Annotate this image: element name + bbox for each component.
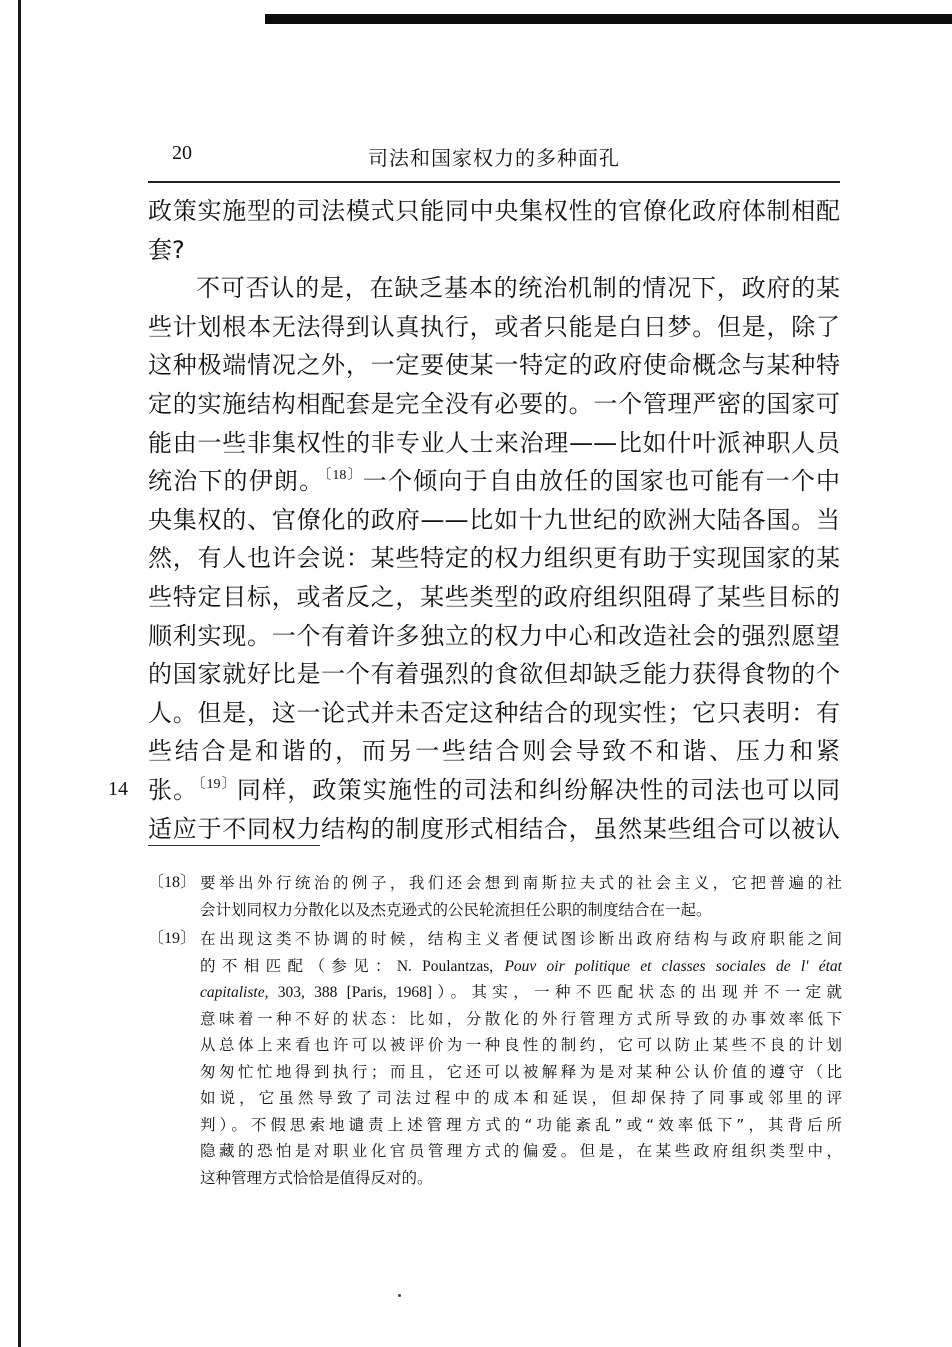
body-line: 些特定目标，或者反之，某些类型的政府组织阻碍了某些目标的 (148, 582, 840, 611)
margin-page-number: 14 (108, 778, 128, 800)
body-line: 然，有人也许会说：某些特定的权力组织更有助于实现国家的某 (148, 544, 840, 573)
footnote-line: 从总体上来看也许可以被评价为一种良性的制约，它可以防止某些不良的计划 (200, 1036, 842, 1054)
footnote-ref-18[interactable]: 〔18〕 (324, 468, 363, 484)
footnote-label: 〔19〕 (148, 930, 197, 947)
footnote-line: 判）。不假思索地谴责上述管理方式的“功能紊乱”或“效率低下”，其背后所 (200, 1115, 842, 1134)
footnote-line: 要举出外行统治的例子，我们还会想到南斯拉夫式的社会主义，它把普遍的社 (200, 874, 842, 892)
body-line-with-ref-18 (148, 462, 840, 501)
body-line: 些计划根本无法得到认真执行，或者只能是白日梦。但是，除了 (148, 312, 840, 341)
body-line: 顺利实现。一个有着许多独立的权力中心和改造社会的强烈愿望 (148, 621, 840, 650)
body-text-span: 同样，政策实施性的司法和纠纷解决性的司法也可以同 (236, 775, 841, 804)
footnote-line-citation (200, 953, 842, 980)
body-line: 适应于不同权力结构的制度形式相结合，虽然某些组合可以被认 (148, 814, 840, 843)
body-text-span: 统治下的伊朗。 (148, 467, 325, 496)
body-line: 的国家就好比是一个有着强烈的食欲但却缺乏能力获得食物的个 (148, 660, 840, 689)
scan-speck (398, 1294, 401, 1297)
body-line: 定的实施结构相配套是完全没有必要的。一个管理严密的国家可 (148, 389, 840, 418)
left-margin-rule (18, 0, 21, 1347)
page-header (148, 142, 840, 170)
footnote-line: 匆匆忙忙地得到执行；而且，它还可以被解释为是对某种公认价值的遵守（比 (200, 1062, 842, 1081)
footnote-line: 隐藏的恐怕是对职业化官员管理方式的偏爱。但是，在某些政府组织类型中， (200, 1142, 842, 1160)
body-line: 些结合是和谐的，而另一些结合则会导致不和谐、压力和紧 (148, 737, 840, 766)
footnote-rule (148, 845, 320, 846)
footnote-19 (148, 926, 842, 1191)
footnotes (148, 870, 842, 1194)
body-line: 不可否认的是，在缺乏基本的统治机制的情况下，政府的某 (196, 274, 840, 303)
top-border-bar (265, 14, 952, 24)
footnote-text-span: 的不相匹配（参见： (200, 956, 397, 975)
footnote-line: 会计划同权力分散化以及杰克逊式的公民轮流担任公职的制度结合在一起。 (200, 900, 712, 919)
citation-title: Pouv oir politique et classes sociales de l' état (504, 957, 842, 975)
footnote-text-span: ）。其实，一种不匹配状态的出现并不一定就 (432, 983, 842, 1001)
body-text (148, 192, 840, 848)
body-line: 央集权的、官僚化的政府——比如十九世纪的欧洲大陆各国。当 (148, 505, 840, 534)
body-text-span: 张。 (148, 775, 199, 804)
body-line: 能由一些非集权性的非专业人士来治理——比如什叶派神职人员 (148, 428, 840, 457)
page-number: 20 (172, 142, 192, 164)
citation-pages: , 303, 388 [Paris, 1968] (264, 984, 433, 1001)
body-line-with-ref-19 (148, 771, 840, 810)
body-line: 人。但是，这一论式并未否定这种结合的现实性；它只表明：有 (148, 698, 840, 727)
body-line: 这种极端情况之外，一定要使某一特定的政府使命概念与某种特 (148, 351, 840, 380)
body-text-span: 一个倾向于自由放任的国家也可能有一个中 (362, 467, 841, 496)
body-line: 套? (148, 235, 185, 264)
footnote-line: 在出现这类不协调的时候，结构主义者便试图诊断出政府结构与政府职能之间 (200, 930, 842, 948)
footnote-ref-19[interactable]: 〔19〕 (198, 776, 237, 792)
footnote-label: 〔18〕 (148, 874, 197, 891)
footnote-line: 如说，它虽然导致了司法过程中的成本和延误，但却保持了同事或邻里的评 (200, 1089, 842, 1107)
body-line: 政策实施型的司法模式只能同中央集权性的官僚化政府体制相配 (148, 197, 840, 225)
running-head: 司法和国家权力的多种面孔 (368, 146, 620, 170)
footnote-18 (148, 870, 842, 923)
citation-title-cont: capitaliste (200, 984, 265, 1001)
footnote-line-citation (200, 979, 842, 1006)
footnote-line: 意味着一种不好的状态：比如，分散化的外行管理方式所导致的办事效率低下 (200, 1009, 842, 1028)
footnote-line: 这种管理方式恰恰是值得反对的。 (200, 1168, 433, 1187)
header-rule (148, 181, 840, 183)
citation-author: N. Poulantzas, (396, 957, 494, 975)
